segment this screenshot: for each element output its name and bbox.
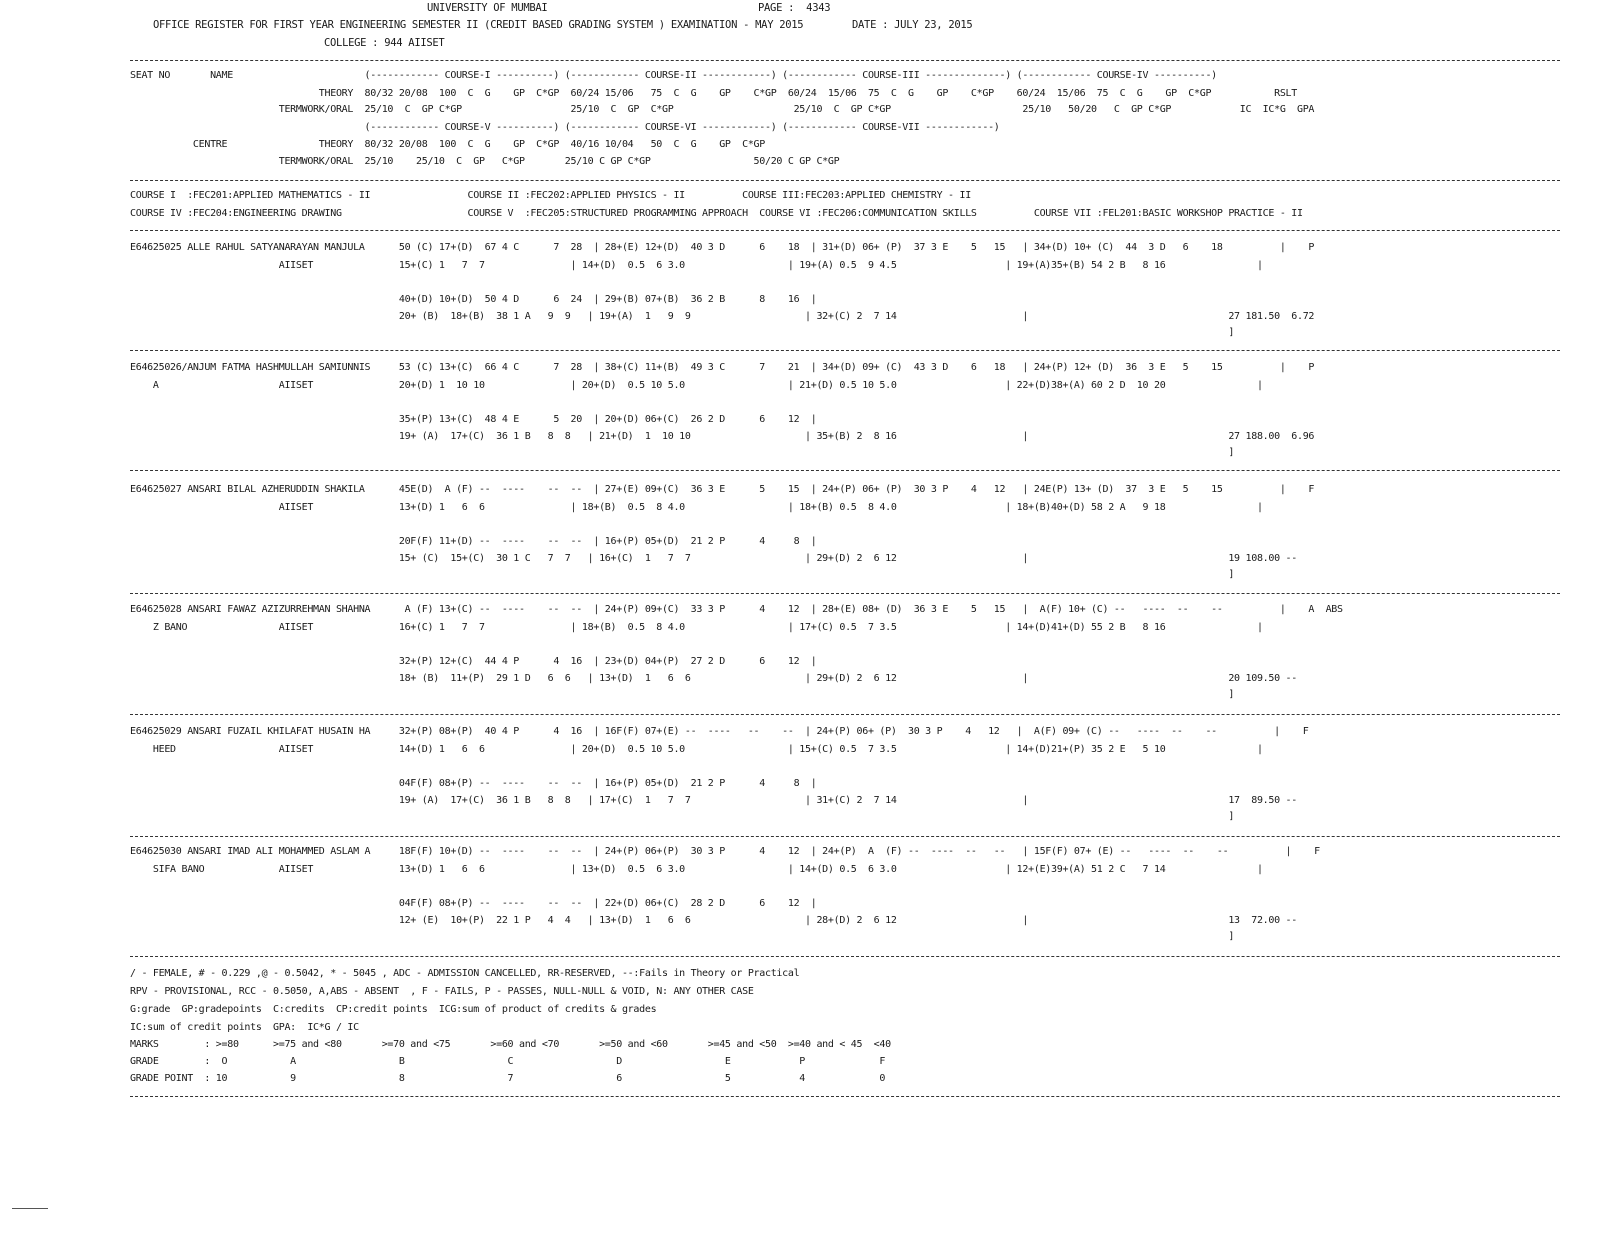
report-date: DATE : JULY 23, 2015 [852,19,973,31]
course-list-line: COURSE I :FEC201:APPLIED MATHEMATICS - II COURSE II :FEC202:APPLIED PHYSICS - II COURSE III:FEC203:APPLIED CHEMISTRY - II [130,190,971,201]
record-line: 19+ (A) 17+(C) 36 1 B 8 8 | 17+(C) 1 7 7 | 31+(C) 2 7 14 | 17 89.50 -- [130,795,1297,806]
record-line: E64625030 ANSARI IMAD ALI MOHAMMED ASLAM A 18F(F) 10+(D) -- ---- -- -- | 24+(P) 06+(P) 30 3 P 4 12 | 24+(P) A (F) -- ---- -- -- | 15F(F) 07+ (E) -- ---- -- -- | F [130,846,1320,857]
record-line: E64625029 ANSARI FUZAIL KHILAFAT HUSAIN HA 32+(P) 08+(P) 40 4 P 4 16 | 16F(F) 07+(E) -- ---- -- -- | 24+(P) 06+ (P) 30 3 P 4 12 | A(F) 09+ (C) -- ---- -- -- | F [130,726,1309,737]
record-line: 12+ (E) 10+(P) 22 1 P 4 4 | 13+(D) 1 6 6 | 28+(D) 2 6 12 | 13 72.00 -- [130,915,1297,926]
record-line: AIISET 13+(D) 1 6 6 | 18+(B) 0.5 8 4.0 | 18+(B) 0.5 8 4.0 | 18+(B)40+(D) 58 2 A 9 18 | [130,502,1263,513]
course-list-rule [130,230,1560,231]
record-line: 35+(P) 13+(C) 48 4 E 5 20 | 20+(D) 06+(C) 26 2 D 6 12 | [130,414,817,425]
record-line: AIISET 15+(C) 1 7 7 | 14+(D) 0.5 6 3.0 | 19+(A) 0.5 9 4.5 | 19+(A)35+(B) 54 2 B 8 16 | [130,260,1263,271]
record-rule [130,714,1560,715]
column-header-line: CENTRE THEORY 80/32 20/08 100 C G GP C*GP 40/16 10/04 50 C G GP C*GP [130,139,765,150]
record-line: ] [130,689,1235,700]
column-header-line: SEAT NO NAME (------------ COURSE-I ----------) (------------ COURSE-II ------------) (------------ COURSE-III --------------) (------------ COURSE-IV ----------) [130,70,1217,81]
footer-rule [130,1096,1560,1097]
grade-point-scale: GRADE POINT : 10 9 8 7 6 5 4 0 [130,1073,886,1084]
legend-line: IC:sum of credit points GPA: IC*G / IC [130,1022,359,1033]
record-line: 20+ (B) 18+(B) 38 1 A 9 9 | 19+(A) 1 9 9 | 32+(C) 2 7 14 | 27 181.50 6.72 [130,311,1315,322]
record-line: 32+(P) 12+(C) 44 4 P 4 16 | 23+(D) 04+(P) 27 2 D 6 12 | [130,656,817,667]
record-line: HEED AIISET 14+(D) 1 6 6 | 20+(D) 0.5 10 5.0 | 15+(C) 0.5 7 3.5 | 14+(D)21+(P) 35 2 E 5 10 | [130,744,1263,755]
record-line: E64625025 ALLE RAHUL SATYANARAYAN MANJULA 50 (C) 17+(D) 67 4 C 7 28 | 28+(E) 12+(D) 40 3 D 6 18 | 31+(D) 06+ (P) 37 3 E 5 15 | 34+(D) 10+ (C) 44 3 D 6 18 | P [130,242,1315,253]
page-number: PAGE : 4343 [758,2,831,14]
column-header-line: TERMWORK/ORAL 25/10 25/10 C GP C*GP 25/10 C GP C*GP 50/20 C GP C*GP [130,156,840,167]
column-header-line: TERMWORK/ORAL 25/10 C GP C*GP 25/10 C GP C*GP 25/10 C GP C*GP 25/10 50/20 C GP C*GP IC IC*G GPA [130,104,1315,115]
grade-scale: GRADE : O A B C D E P F [130,1056,886,1067]
record-rule [130,956,1560,957]
university-name: UNIVERSITY OF MUMBAI [427,2,548,14]
college-name: COLLEGE : 944 AIISET [324,37,445,49]
column-header-line: THEORY 80/32 20/08 100 C G GP C*GP 60/24 15/06 75 C G GP C*GP 60/24 15/06 75 C G GP C*GP 60/24 15/06 75 C G GP C*GP RSLT [130,88,1297,99]
legend-line: G:grade GP:gradepoints C:credits CP:credit points ICG:sum of product of credits & grades [130,1004,657,1015]
record-line: 04F(F) 08+(P) -- ---- -- -- | 22+(D) 06+(C) 28 2 D 6 12 | [130,898,817,909]
scan-mark [12,1208,48,1209]
record-line: 20F(F) 11+(D) -- ---- -- -- | 16+(P) 05+(D) 21 2 P 4 8 | [130,536,817,547]
record-line: ] [130,811,1235,822]
column-header-rule [130,180,1560,181]
record-line: SIFA BANO AIISET 13+(D) 1 6 6 | 13+(D) 0.5 6 3.0 | 14+(D) 0.5 6 3.0 | 12+(E)39+(A) 51 2 C 7 14 | [130,864,1263,875]
record-line: ] [130,447,1235,458]
record-line: E64625028 ANSARI FAWAZ AZIZURREHMAN SHAHNA A (F) 13+(C) -- ---- -- -- | 24+(P) 09+(C) 33 3 P 4 12 | 28+(E) 08+ (D) 36 3 E 5 15 | A(F) 10+ (C) -- ---- -- -- | A ABS [130,604,1343,615]
marks-scale: MARKS : >=80 >=75 and <80 >=70 and <75 >=60 and <70 >=50 and <60 >=45 and <50 >=40 and < 45 <40 [130,1039,891,1050]
record-line: ] [130,931,1235,942]
record-line: 04F(F) 08+(P) -- ---- -- -- | 16+(P) 05+(D) 21 2 P 4 8 | [130,778,817,789]
record-line: E64625026/ANJUM FATMA HASHMULLAH SAMIUNNIS 53 (C) 13+(C) 66 4 C 7 28 | 38+(C) 11+(B) 49 3 C 7 21 | 34+(D) 09+ (C) 43 3 D 6 18 | 24+(P) 12+ (D) 36 3 E 5 15 | P [130,362,1315,373]
record-rule [130,836,1560,837]
record-line: 40+(D) 10+(D) 50 4 D 6 24 | 29+(B) 07+(B) 36 2 B 8 16 | [130,294,817,305]
header-rule [130,60,1560,61]
record-line: 15+ (C) 15+(C) 30 1 C 7 7 | 16+(C) 1 7 7 | 29+(D) 2 6 12 | 19 108.00 -- [130,553,1297,564]
record-line: 19+ (A) 17+(C) 36 1 B 8 8 | 21+(D) 1 10 10 | 35+(B) 2 8 16 | 27 188.00 6.96 [130,431,1315,442]
record-line: Z BANO AIISET 16+(C) 1 7 7 | 18+(B) 0.5 8 4.0 | 17+(C) 0.5 7 3.5 | 14+(D)41+(D) 55 2 B 8 16 | [130,622,1263,633]
legend-line: RPV - PROVISIONAL, RCC - 0.5050, A,ABS - ABSENT , F - FAILS, P - PASSES, NULL-NULL & VOID, N: ANY OTHER CASE [130,986,754,997]
record-rule [130,350,1560,351]
column-header-line: (------------ COURSE-V ----------) (------------ COURSE-VI ------------) (------------ COURSE-VII ------------) [130,122,1000,133]
record-line: 18+ (B) 11+(P) 29 1 D 6 6 | 13+(D) 1 6 6 | 29+(D) 2 6 12 | 20 109.50 -- [130,673,1297,684]
course-list-line: COURSE IV :FEC204:ENGINEERING DRAWING COURSE V :FEC205:STRUCTURED PROGRAMMING APPROACH COURSE VI :FEC206:COMMUNICATION SKILLS COURSE VII :FEL201:BASIC WORKSHOP PRACTICE - II [130,208,1303,219]
record-rule [130,470,1560,471]
record-line: ] [130,327,1235,338]
legend-line: / - FEMALE, # - 0.229 ,@ - 0.5042, * - 5045 , ADC - ADMISSION CANCELLED, RR-RESERVED, --:Fails in Theory or Practical [130,968,800,979]
record-line: A AIISET 20+(D) 1 10 10 | 20+(D) 0.5 10 5.0 | 21+(D) 0.5 10 5.0 | 22+(D)38+(A) 60 2 D 10 20 | [130,380,1263,391]
record-line: ] [130,569,1235,580]
register-title: OFFICE REGISTER FOR FIRST YEAR ENGINEERING SEMESTER II (CREDIT BASED GRADING SYSTEM ) EXAMINATION - MAY 2015 [153,19,804,31]
record-rule [130,593,1560,594]
record-line: E64625027 ANSARI BILAL AZHERUDDIN SHAKILA 45E(D) A (F) -- ---- -- -- | 27+(E) 09+(C) 36 3 E 5 15 | 24+(P) 06+ (P) 30 3 P 4 12 | 24E(P) 13+ (D) 37 3 E 5 15 | F [130,484,1315,495]
